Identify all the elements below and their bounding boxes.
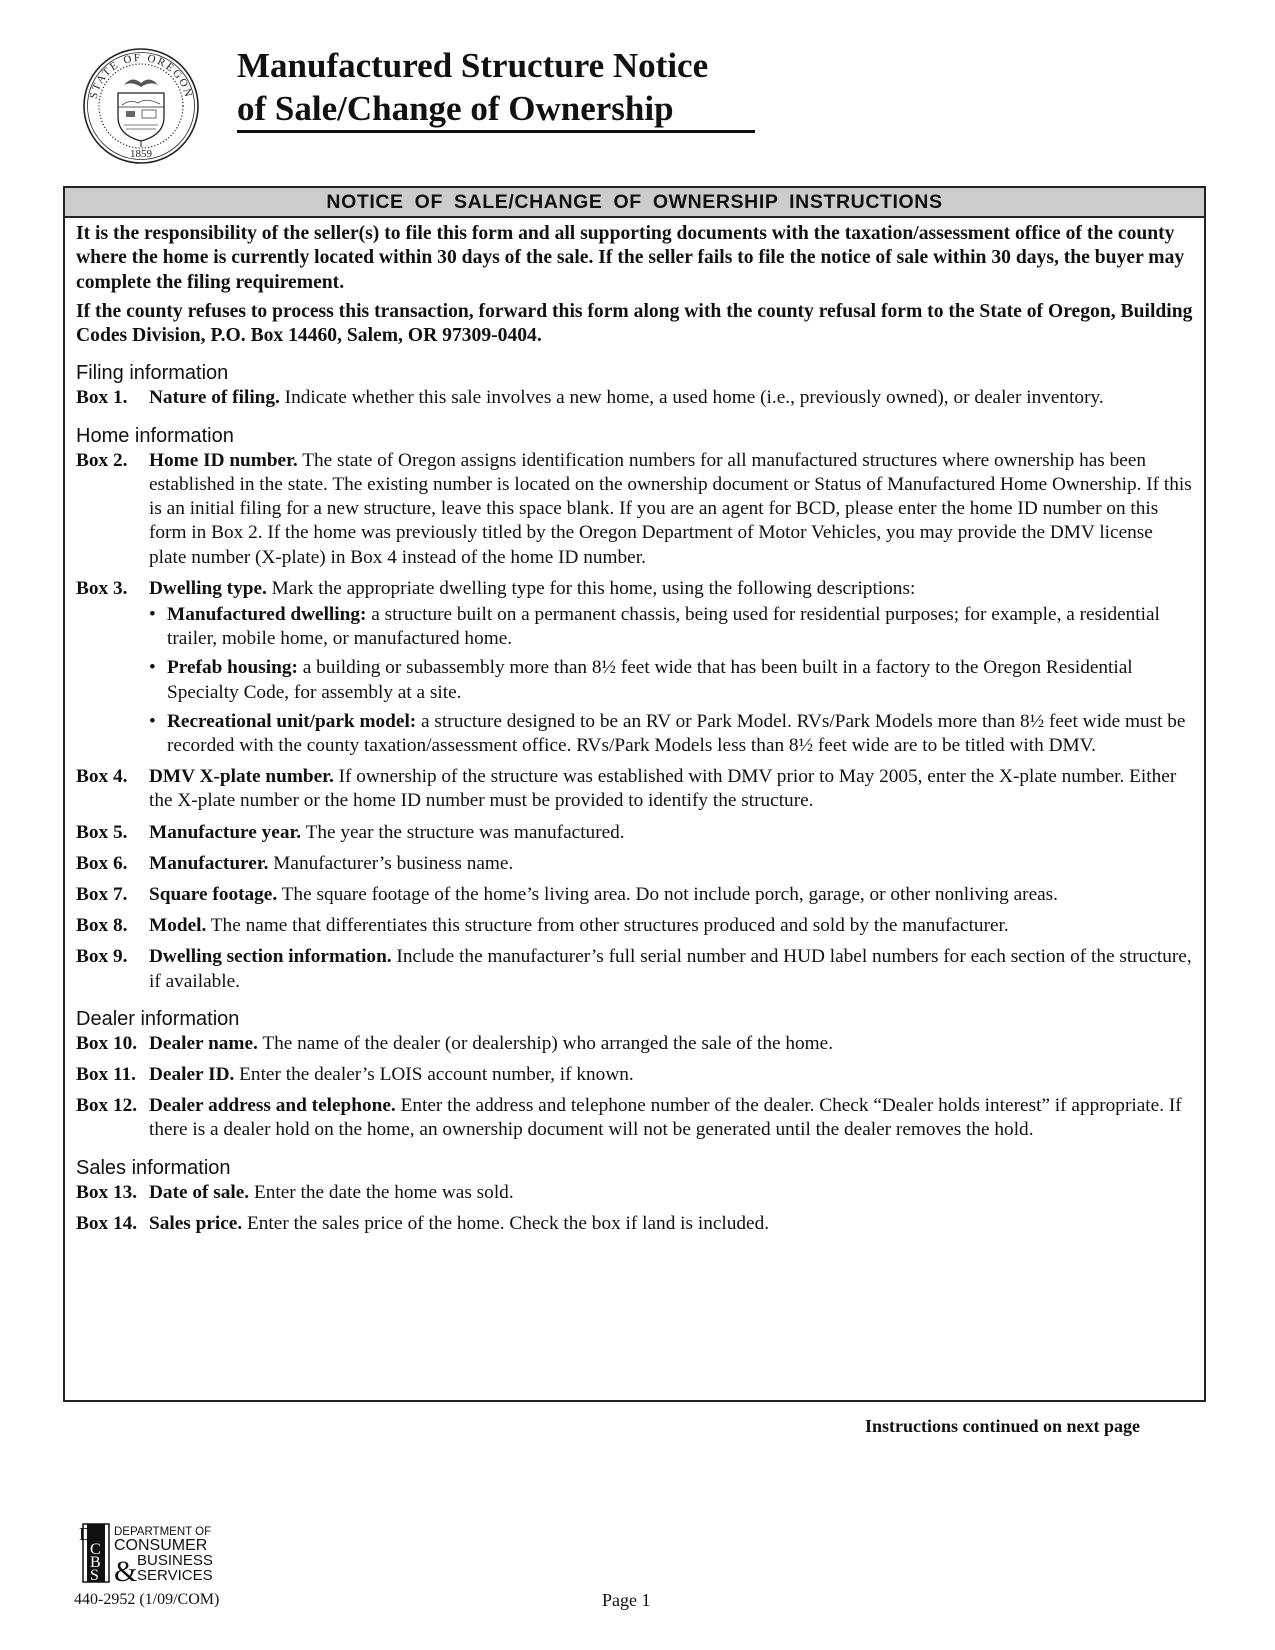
dcbs-logo bbox=[77, 1522, 227, 1584]
item-text: Manufacturer’s business name. bbox=[268, 852, 514, 874]
box-number: Box 14. bbox=[76, 1212, 138, 1234]
box-number: Box 13. bbox=[76, 1181, 138, 1203]
item-label: Manufacturer. bbox=[149, 852, 269, 874]
dwelling-type-list bbox=[149, 603, 1194, 758]
bullet-text: a structure built on a permanent chassis, being used for residential purposes; for example, a residential trailer, mobile home, or manufactured home. bbox=[167, 603, 1160, 650]
instructions-heading: NOTICE OF SALE/CHANGE OF OWNERSHIP INSTRUCTIONS bbox=[65, 188, 1204, 218]
logo-line-1: DEPARTMENT OF bbox=[114, 1526, 212, 1538]
instruction-box-7 bbox=[76, 883, 1194, 907]
item-text: Enter the dealer’s LOIS account number, if known. bbox=[234, 1063, 634, 1085]
oregon-state-seal bbox=[82, 47, 200, 165]
instruction-box-8 bbox=[76, 914, 1194, 938]
seal-text: STATE OF OREGON bbox=[87, 51, 195, 101]
logo-mark: D bbox=[79, 1524, 92, 1544]
item-label: Nature of filing. bbox=[149, 387, 280, 409]
box-number: Box 11. bbox=[76, 1063, 136, 1085]
bullet-text: a building or subassembly more than 8½ feet wide that has been built in a factory to the Oregon Residential Specialty Code, for assembly at a site. bbox=[167, 657, 1133, 703]
item-text: Enter the sales price of the home. Check the box if land is included. bbox=[242, 1212, 770, 1234]
item-label: Model. bbox=[149, 915, 207, 937]
box-number: Box 4. bbox=[76, 766, 128, 788]
svg-text:S: S bbox=[90, 1567, 99, 1584]
instruction-box-3 bbox=[76, 577, 1194, 758]
bullet-label: Manufactured dwelling: bbox=[167, 603, 367, 625]
item-label: Sales price. bbox=[149, 1212, 243, 1234]
item-text: The name of the dealer (or dealership) who arranged the sale of the home. bbox=[257, 1032, 834, 1054]
svg-text:C: C bbox=[90, 1541, 101, 1558]
instructions-body bbox=[65, 218, 1204, 1236]
seal-year: 1859 bbox=[130, 148, 152, 160]
item-text: Enter the date the home was sold. bbox=[249, 1181, 514, 1203]
instruction-box-12 bbox=[76, 1094, 1194, 1142]
logo-line-2: CONSUMER bbox=[114, 1537, 208, 1554]
title-line-1: Manufactured Structure Notice bbox=[237, 46, 709, 85]
item-label: Manufacture year. bbox=[149, 821, 302, 843]
item-label: Dealer address and telephone. bbox=[149, 1095, 396, 1117]
dwelling-type-manufactured bbox=[149, 603, 1194, 651]
item-label: Dwelling type. bbox=[149, 577, 267, 599]
item-text: The year the structure was manufactured. bbox=[301, 821, 625, 843]
box-number: Box 3. bbox=[76, 577, 128, 599]
title-line-2: of Sale/Change of Ownership bbox=[237, 89, 674, 128]
instruction-box-2 bbox=[76, 449, 1194, 570]
box-number: Box 1. bbox=[76, 387, 128, 409]
instruction-box-11 bbox=[76, 1063, 1194, 1087]
intro-paragraph-2: If the county refuses to process this transaction, forward this form along with the county refusal form to the State of Oregon, Building Codes Division, P.O. Box 14460, Salem, OR 97309-0404. bbox=[76, 300, 1193, 347]
instruction-box-5 bbox=[76, 821, 1194, 845]
box-number: Box 12. bbox=[76, 1095, 138, 1117]
svg-text:B: B bbox=[90, 1554, 101, 1571]
box-number: Box 10. bbox=[76, 1032, 138, 1054]
item-label: Square footage. bbox=[149, 883, 278, 905]
instruction-box-13 bbox=[76, 1181, 1194, 1205]
item-text: Enter the address and telephone number of the dealer. Check “Dealer holds interest” if appropriate. If there is a dealer hold on the home, an ownership document will not be generated until the dealer removes the hold. bbox=[149, 1095, 1182, 1141]
page-number: Page 1 bbox=[602, 1590, 651, 1610]
instruction-box-9 bbox=[76, 945, 1194, 993]
dwelling-type-recreational bbox=[149, 710, 1194, 758]
logo-line-4: SERVICES bbox=[137, 1567, 213, 1584]
section-sales-information: Sales information bbox=[76, 1156, 231, 1179]
item-label: Dealer ID. bbox=[149, 1063, 235, 1085]
bullet-label: Prefab housing: bbox=[167, 657, 298, 679]
item-text: The square footage of the home’s living area. Do not include porch, garage, or other nonliving areas. bbox=[277, 883, 1059, 905]
box-number: Box 5. bbox=[76, 821, 128, 843]
instruction-box-4 bbox=[76, 765, 1194, 813]
title-underline bbox=[237, 130, 755, 133]
item-label: Date of sale. bbox=[149, 1181, 250, 1203]
bullet-icon: • bbox=[149, 603, 156, 625]
bullet-icon: • bbox=[149, 710, 156, 732]
section-filing-information: Filing information bbox=[76, 362, 229, 385]
logo-ampersand: & bbox=[114, 1555, 138, 1584]
item-text: The state of Oregon assigns identification numbers for all manufactured structures where ownership has been established in the state. The existing number is located on the ownership document or Status of Manufactured Home Ownership. If this is an initial filing for a new structure, leave this space blank. If you are an agent for BCD, please enter the home ID number on this form in Box 2. If the home was previously titled by the Oregon Department of Motor Vehicles, you may provide the DMV license plate number (X-plate) in Box 4 instead of the home ID number. bbox=[149, 449, 1192, 568]
logo-line-3: BUSINESS bbox=[137, 1552, 213, 1569]
item-text: Indicate whether this sale involves a new home, a used home (i.e., previously owned), or dealer inventory. bbox=[279, 387, 1104, 409]
box-number: Box 8. bbox=[76, 915, 128, 937]
bullet-label: Recreational unit/park model: bbox=[167, 710, 417, 732]
instruction-box-10 bbox=[76, 1032, 1194, 1056]
box-number: Box 6. bbox=[76, 852, 128, 874]
form-number: 440-2952 (1/09/COM) bbox=[74, 1591, 220, 1608]
dwelling-type-prefab bbox=[149, 656, 1194, 704]
instruction-box-1 bbox=[76, 386, 1194, 410]
item-label: Dwelling section information. bbox=[149, 946, 392, 968]
document-title bbox=[237, 44, 708, 130]
section-home-information: Home information bbox=[76, 424, 234, 447]
bullet-icon: • bbox=[149, 657, 156, 679]
item-label: Dealer name. bbox=[149, 1032, 258, 1054]
item-text: Mark the appropriate dwelling type for this home, using the following descriptions: bbox=[266, 577, 916, 599]
section-dealer-information: Dealer information bbox=[76, 1007, 240, 1030]
intro-paragraph-1: It is the responsibility of the seller(s) to file this form and all supporting documents with the taxation/assessment office of the county where the home is currently located within 30 days of the sale. If the seller fails to file the notice of sale within 30 days, the buyer may complete the filing requirement. bbox=[76, 223, 1185, 293]
item-label: DMV X-plate number. bbox=[149, 766, 334, 788]
instruction-box-6 bbox=[76, 852, 1194, 876]
instruction-box-14 bbox=[76, 1212, 1194, 1236]
item-text: Include the manufacturer’s full serial number and HUD label numbers for each section of the structure, if available. bbox=[149, 946, 1192, 992]
instructions-box bbox=[63, 186, 1206, 1402]
box-number: Box 7. bbox=[76, 883, 128, 905]
item-label: Home ID number. bbox=[149, 449, 298, 471]
box-number: Box 2. bbox=[76, 449, 128, 471]
bullet-text: a structure designed to be an RV or Park Model. RVs/Park Models more than 8½ feet wide must be recorded with the county taxation/assessment office. RVs/Park Models less than 8½ feet wide are to be titled with DMV. bbox=[167, 710, 1186, 756]
continued-note: Instructions continued on next page bbox=[864, 1416, 1140, 1436]
box-number: Box 9. bbox=[76, 946, 128, 968]
item-text: If ownership of the structure was established with DMV prior to May 2005, enter the X-plate number. Either the X-plate number or the home ID number must be provided to identify the structure. bbox=[149, 766, 1177, 812]
item-text: The name that differentiates this structure from other structures produced and sold by the manufacturer. bbox=[206, 915, 1009, 937]
